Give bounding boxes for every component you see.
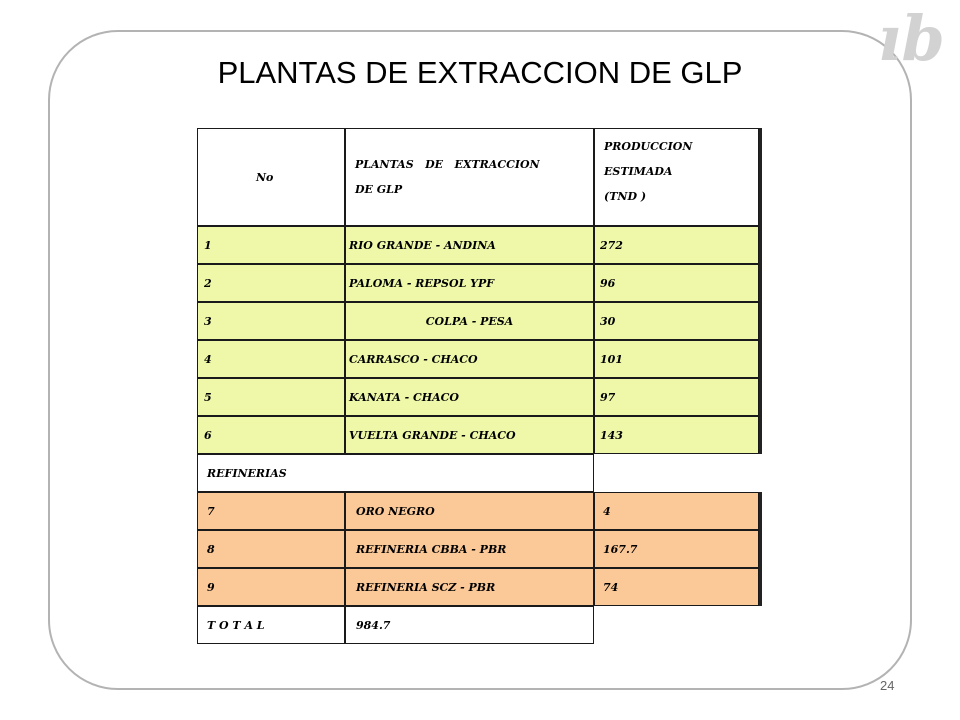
header-plant-line1: PLANTAS DE EXTRACCION bbox=[355, 158, 540, 171]
row9-no: 9 bbox=[197, 568, 345, 606]
university-logo bbox=[872, 0, 946, 72]
header-production bbox=[594, 128, 759, 226]
header-plant bbox=[345, 128, 594, 226]
row2-no: 2 bbox=[197, 264, 345, 302]
row9-prod: 74 bbox=[594, 568, 759, 606]
row7-name: ORO NEGRO bbox=[345, 492, 594, 530]
row2-name: PALOMA - REPSOL YPF bbox=[345, 264, 594, 302]
header-prod-line1: PRODUCCION bbox=[604, 140, 693, 153]
row8-no: 8 bbox=[197, 530, 345, 568]
row5-no: 5 bbox=[197, 378, 345, 416]
header-plant-line2: DE GLP bbox=[355, 183, 403, 196]
row7-prod: 4 bbox=[594, 492, 759, 530]
total-value: 984.7 bbox=[345, 606, 594, 644]
row4-name: CARRASCO - CHACO bbox=[345, 340, 594, 378]
row1-no: 1 bbox=[197, 226, 345, 264]
row3-prod: 30 bbox=[594, 302, 759, 340]
row2-prod: 96 bbox=[594, 264, 759, 302]
svg-text:ıb: ıb bbox=[878, 2, 945, 72]
row5-prod: 97 bbox=[594, 378, 759, 416]
row1-prod: 272 bbox=[594, 226, 759, 264]
row6-no: 6 bbox=[197, 416, 345, 454]
row5-name: KANATA - CHACO bbox=[345, 378, 594, 416]
row9-name: REFINERIA SCZ - PBR bbox=[345, 568, 594, 606]
row8-name: REFINERIA CBBA - PBR bbox=[345, 530, 594, 568]
row8-prod: 167.7 bbox=[594, 530, 759, 568]
row3-name: COLPA - PESA bbox=[345, 302, 594, 340]
header-prod-line3: (TND ) bbox=[604, 190, 647, 203]
row7-no: 7 bbox=[197, 492, 345, 530]
row4-prod: 101 bbox=[594, 340, 759, 378]
row3-no: 3 bbox=[197, 302, 345, 340]
slide-title: PLANTAS DE EXTRACCION DE GLP bbox=[217, 55, 743, 90]
header-no-label: No bbox=[256, 170, 274, 184]
row1-name: RIO GRANDE - ANDINA bbox=[345, 226, 594, 264]
page-number: 24 bbox=[880, 678, 895, 693]
total-label: T O T A L bbox=[197, 606, 345, 644]
refineries-label: REFINERIAS bbox=[197, 454, 594, 492]
row6-prod: 143 bbox=[594, 416, 759, 454]
row4-no: 4 bbox=[197, 340, 345, 378]
row6-name: VUELTA GRANDE - CHACO bbox=[345, 416, 594, 454]
header-prod-line2: ESTIMADA bbox=[604, 165, 673, 178]
header-no bbox=[197, 128, 345, 226]
